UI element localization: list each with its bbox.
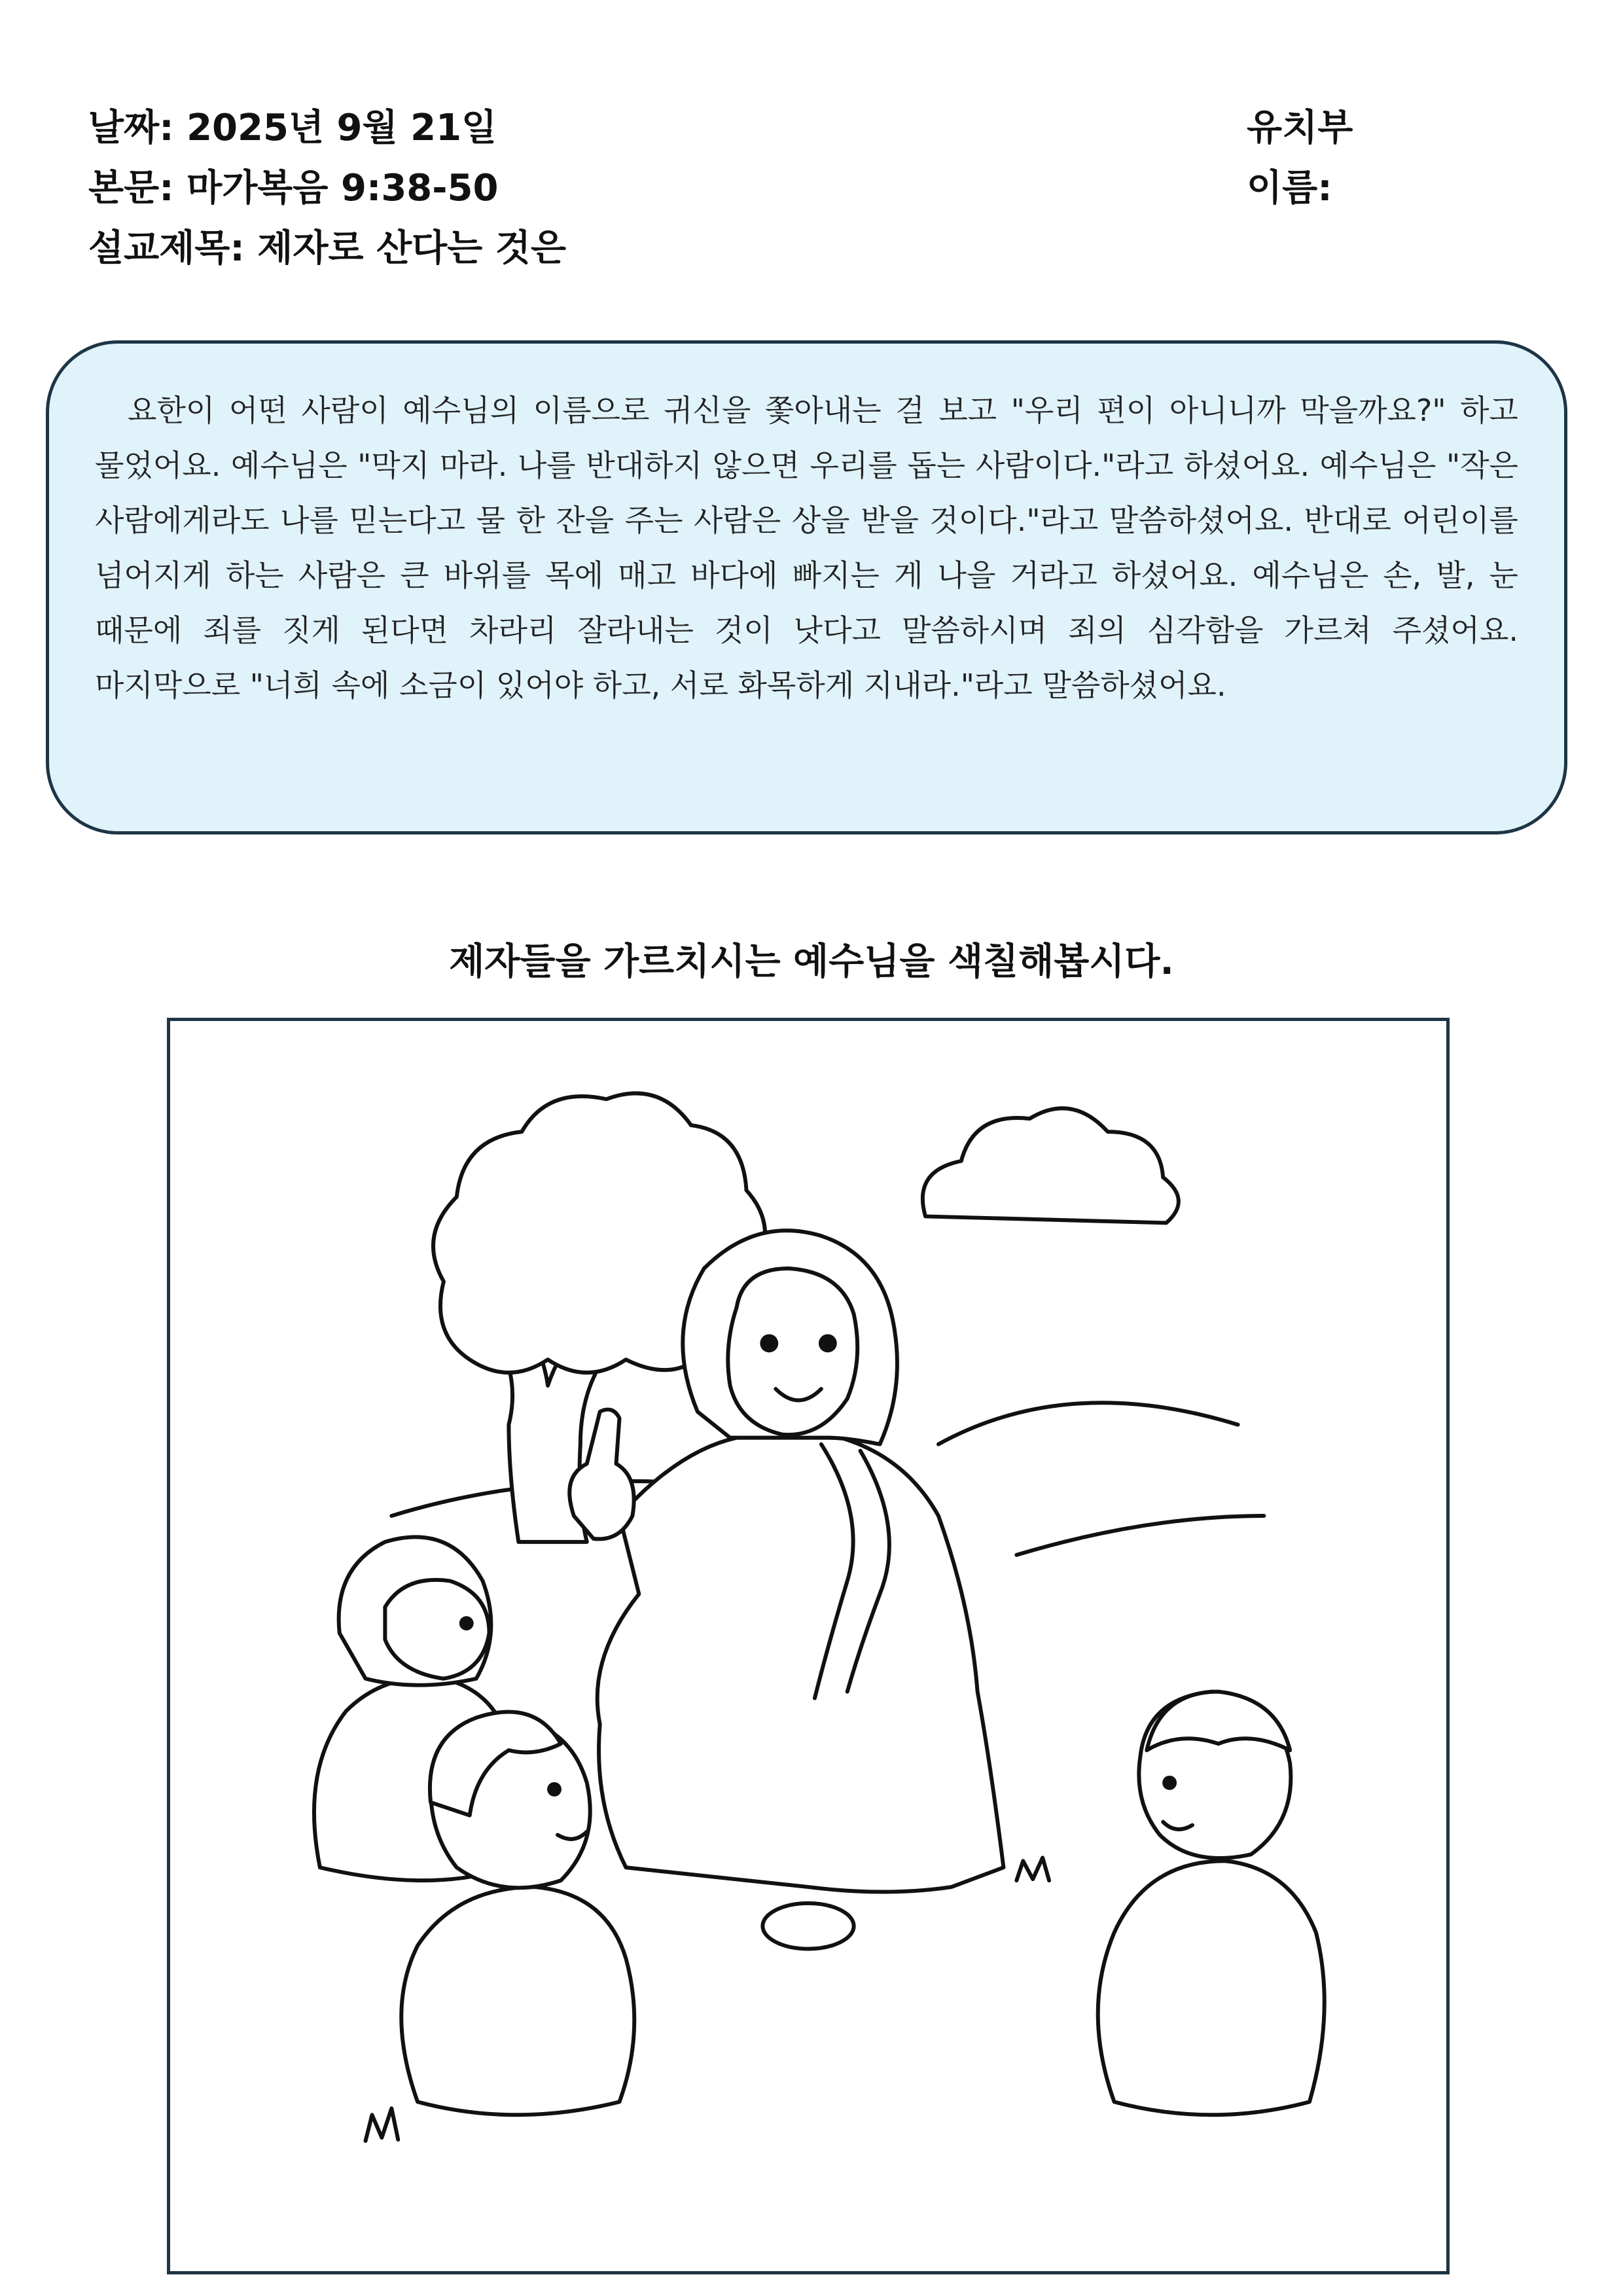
coloring-page-frame[interactable] <box>167 1018 1450 2274</box>
scripture-label: 본문: <box>88 167 174 209</box>
child-right-body <box>1098 1861 1325 2115</box>
child-right-hair <box>1147 1692 1290 1751</box>
scripture-value: 마가복음 9:38-50 <box>187 167 499 209</box>
jesus-eye <box>760 1334 778 1352</box>
story-box <box>46 340 1567 834</box>
hill-line <box>1016 1516 1264 1555</box>
coloring-illustration <box>170 1021 1446 2271</box>
name-label: 이름: <box>1247 167 1332 209</box>
jesus-face <box>728 1268 857 1435</box>
grass-tuft <box>1016 1857 1049 1880</box>
cloud-icon <box>923 1108 1179 1223</box>
child-left-face <box>385 1580 489 1679</box>
child-front-eye <box>547 1782 562 1797</box>
date-label: 날짜: <box>88 107 174 149</box>
department-label: 유치부 <box>1247 107 1353 149</box>
date-line <box>88 98 566 158</box>
jesus-robe <box>597 1438 1004 1892</box>
hill-line <box>938 1403 1238 1444</box>
child-right-eye <box>1162 1776 1177 1790</box>
date-value: 2025년 9월 21일 <box>187 107 497 149</box>
story-text: 요한이 어떤 사람이 예수님의 이름으로 귀신을 쫓아내는 걸 보고 "우리 편이 아니니까 막을까요?" 하고 물었어요. 예수님은 "막지 마라. 나를 반대하지 않으면 우리를 돕는 사람이다."라고 하셨어요. 예수님은 "작은 사람에게라도 나를 믿는다고 물 한 잔을 주는 사람은 상을 받을 것이다."라고 말씀하셨어요. 반대로 어린이를 넘어지게 하는 사람은 큰 바위를 목에 매고 바다에 빠지는 게 나을 거라고 하셨어요. 예수님은 손, 발, 눈 때문에 죄를 짓게 된다면 차라리 잘라내는 것이 낫다고 말씀하시며 죄의 심각함을 가르쳐 주셨어요. 마지막으로 "너희 속에 소금이 있어야 하고, 서로 화목하게 지내라."라고 말씀하셨어요. <box>95 393 1518 703</box>
grass-tuft <box>366 2108 399 2141</box>
jesus-eye <box>819 1334 837 1352</box>
name-field[interactable] <box>1247 158 1353 219</box>
sermon-title-label: 설교제목: <box>88 227 245 270</box>
scripture-line <box>88 158 566 219</box>
jesus-sandal <box>762 1903 853 1949</box>
child-left-eye <box>459 1616 474 1630</box>
header-right <box>1247 98 1353 219</box>
child-front-body <box>401 1887 634 2115</box>
coloring-instruction: 제자들을 가르치시는 예수님을 색칠해봅시다. <box>449 941 1174 983</box>
header-left <box>88 98 566 279</box>
sermon-title-line <box>88 219 566 279</box>
sermon-title-value: 제자로 산다는 것은 <box>257 227 567 270</box>
